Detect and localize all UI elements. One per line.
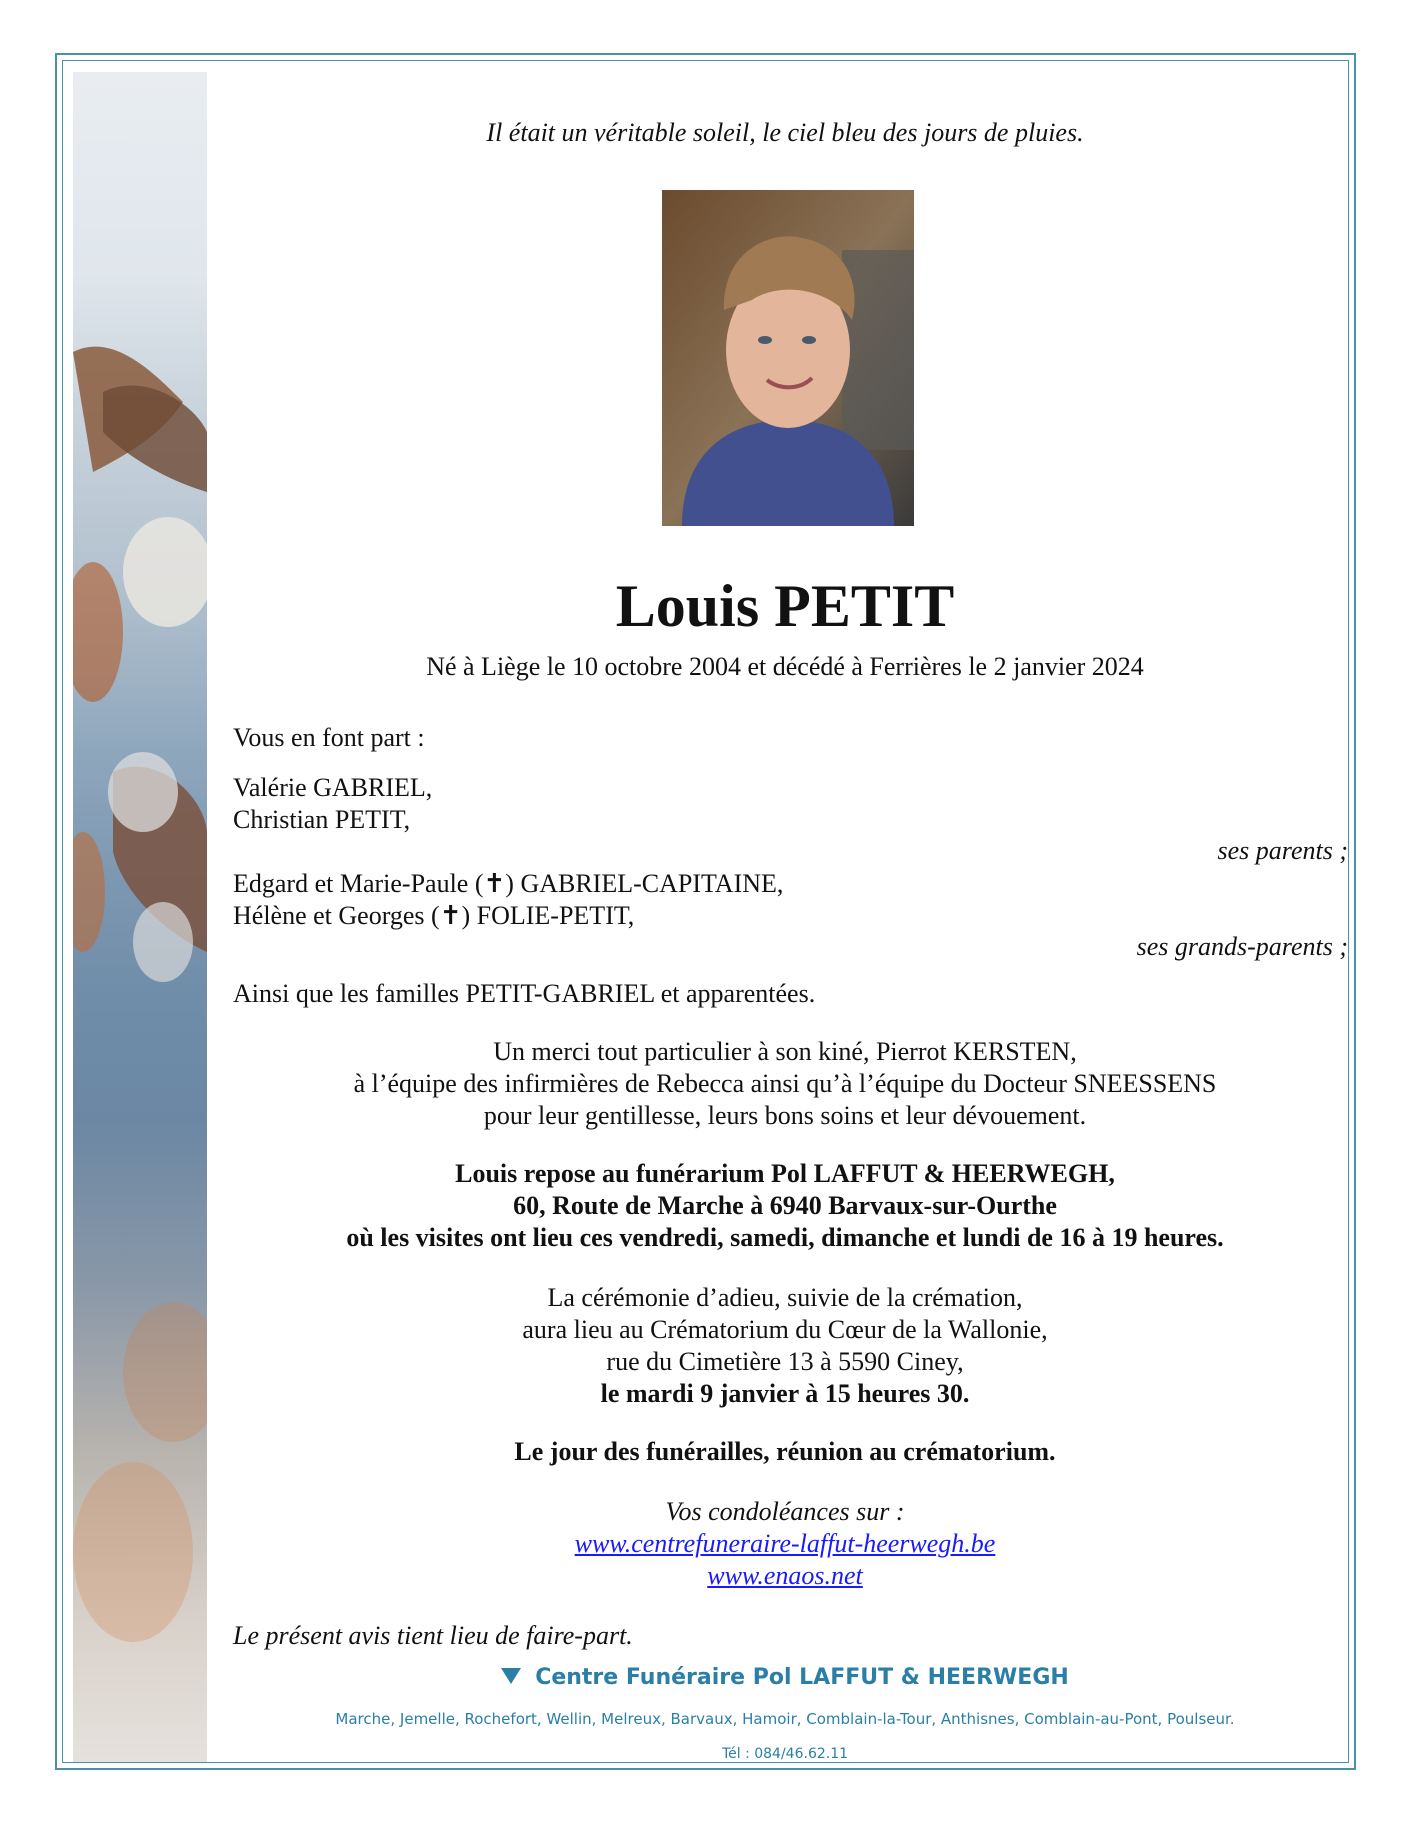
portrait-photo [662, 190, 914, 526]
parent-line: Valérie GABRIEL, [233, 773, 433, 802]
repose-paragraph [230, 1158, 1340, 1254]
families-line: Ainsi que les familles PETIT-GABRIEL et apparentées. [233, 979, 816, 1008]
announce-intro: Vous en font part : [233, 723, 425, 752]
epigraph-quote: Il était un véritable soleil, le ciel bleu des jours de pluies. [486, 118, 1084, 147]
thanks-paragraph [230, 1036, 1340, 1132]
grandparent-line: Edgard et Marie-Paule (✝) GABRIEL-CAPITAINE, [233, 869, 784, 898]
repose-line: Louis repose au funérarium Pol LAFFUT & HEERWEGH, [455, 1159, 1115, 1188]
ceremony-paragraph [230, 1282, 1340, 1410]
ceremony-line: rue du Cimetière 13 à 5590 Ciney, [606, 1347, 964, 1376]
repose-line: 60, Route de Marche à 6940 Barvaux-sur-Ourthe [513, 1191, 1057, 1220]
thanks-line: pour leur gentillesse, leurs bons soins et leur dévouement. [483, 1101, 1087, 1130]
deceased-name: Louis PETIT [615, 573, 955, 639]
footer-towns: Marche, Jemelle, Rochefort, Wellin, Melreux, Barvaux, Hamoir, Comblain-la-Tour, Anthisnes, Comblain-au-Pont, Poulseur. [335, 1710, 1235, 1728]
thanks-line: Un merci tout particulier à son kiné, Pierrot KERSTEN, [493, 1037, 1077, 1066]
meeting-line: Le jour des funérailles, réunion au crématorium. [514, 1437, 1056, 1466]
ceremony-line: aura lieu au Crématorium du Cœur de la Wallonie, [522, 1315, 1048, 1344]
condolences-label: Vos condoléances sur : [665, 1497, 905, 1526]
triangle-down-icon [501, 1668, 521, 1684]
condolences-block [230, 1496, 1340, 1592]
decorative-leaves-image [73, 72, 207, 1762]
funeral-center-link[interactable]: www.centrefuneraire-laffut-heerwegh.be [574, 1529, 996, 1558]
birth-death-dates: Né à Liège le 10 octobre 2004 et décédé à Ferrières le 2 janvier 2024 [426, 652, 1144, 681]
grandparent-line: Hélène et Georges (✝) FOLIE-PETIT, [233, 901, 635, 930]
thanks-line: à l’équipe des infirmières de Rebecca ainsi qu’à l’équipe du Docteur SNEESSENS [353, 1069, 1217, 1098]
parents-label: ses parents ; [1217, 836, 1348, 865]
parent-line: Christian PETIT, [233, 805, 411, 834]
enaos-link[interactable]: www.enaos.net [707, 1561, 863, 1590]
grandparents-label: ses grands-parents ; [1136, 932, 1348, 961]
footer-title-text: Centre Funéraire Pol LAFFUT & HEERWEGH [535, 1665, 1069, 1690]
footer-tel: Tél : 084/46.62.11 [721, 1746, 849, 1762]
ceremony-line: La cérémonie d’adieu, suivie de la crémation, [547, 1283, 1023, 1312]
notice-line: Le présent avis tient lieu de faire-part. [233, 1621, 633, 1650]
repose-line: où les visites ont lieu ces vendredi, samedi, dimanche et lundi de 16 à 19 heures. [346, 1223, 1224, 1252]
footer-title [230, 1665, 1340, 1690]
ceremony-date: le mardi 9 janvier à 15 heures 30. [600, 1379, 970, 1408]
